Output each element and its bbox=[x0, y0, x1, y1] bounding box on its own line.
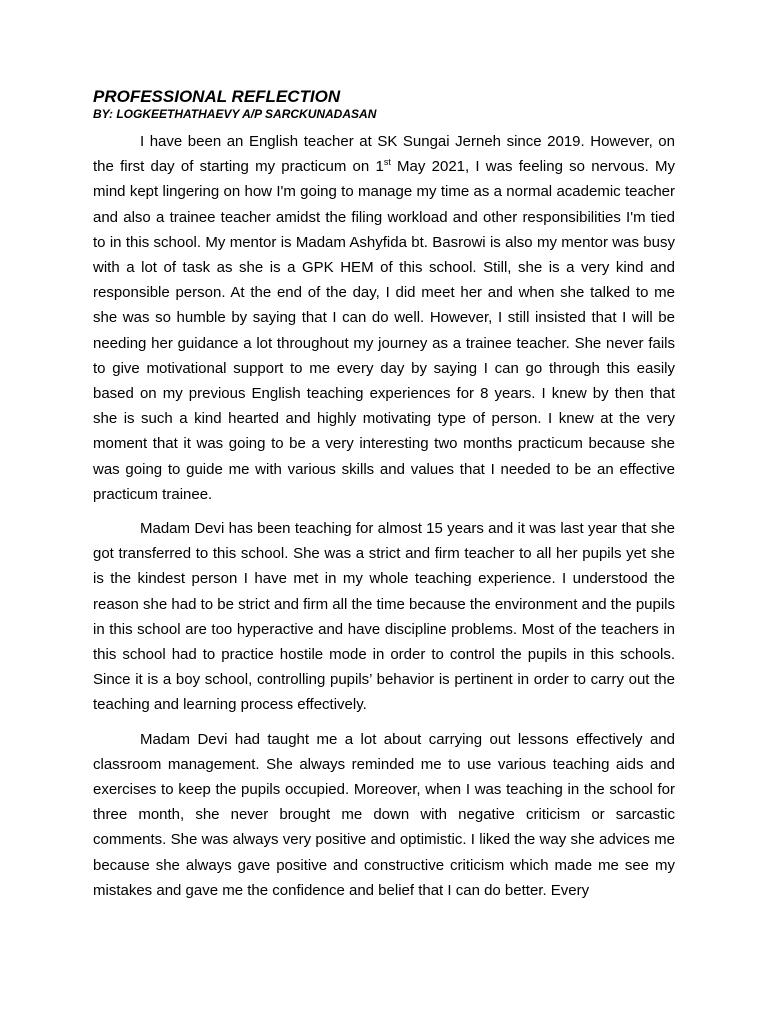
paragraph-2: Madam Devi has been teaching for almost 15 years and it was last year that she got transferred to this school. She was a strict and firm teacher to all her pupils yet she is the kindest person I have met in my whole teaching experience. I understood the reason she had to be strict and firm all the time because the environment and the pupils in this school are too hyperactive and have discipline problems. Most of the teachers in this school had to practice hostile mode in order to control the pupils in this schools. Since it is a boy school, controlling pupils’ behavior is pertinent in order to carry out the teaching and learning process effectively. bbox=[93, 520, 676, 714]
paragraph-1-text-start: I have been an English teacher at SK Sungai Jerneh since 2019. However, on the first day of starting my practicum on 1 bbox=[93, 133, 675, 176]
document-page bbox=[93, 87, 675, 912]
paragraph-1-text-end: May 2021, I was feeling so nervous. My mind kept lingering on how I'm going to manage my time as a normal academic teacher and also a trainee teacher amidst the filing workload and other responsibilities I'm tied to in this school. My mentor is Madam Ashyfida bt. Basrowi is also my mentor was busy with a lot of task as she is a GPK HEM of this school. Still, she is a very kind and responsible person. At the end of the day, I did meet her and when she talked to me she was so humble by saying that I can do well. However, I still insisted that I will be needing her guidance a lot throughout my journey as a trainee teacher. She never fails to give motivational support to me every day by saying I can go through this easily based on my previous English teaching experiences for 8 years. I knew by then that she is such a kind hearted and highly motivating type of person. I knew at the very moment that it was going to be a very interesting two months practicum because she was going to guide me with various skills and values that I needed to be an effective practicum trainee. bbox=[93, 158, 675, 503]
paragraph-1 bbox=[93, 129, 675, 507]
paragraph-3: Madam Devi had taught me a lot about carrying out lessons effectively and classroom management. She always reminded me to use various teaching aids and exercises to keep the pupils occupied. Moreover, when I was teaching in the school for three month, she never brought me down with negative criticism or sarcastic comments. She was always very positive and optimistic. I liked the way she advices me because she always gave positive and constructive criticism which made me see my mistakes and gave me the confidence and belief that I can do better. Every bbox=[93, 730, 675, 899]
document-author: BY: LOGKEETHATHAEVY A/P SARCKUNADASAN bbox=[93, 107, 377, 121]
ordinal-suffix: st bbox=[383, 157, 391, 168]
document-title: PROFESSIONAL REFLECTION bbox=[93, 87, 341, 106]
